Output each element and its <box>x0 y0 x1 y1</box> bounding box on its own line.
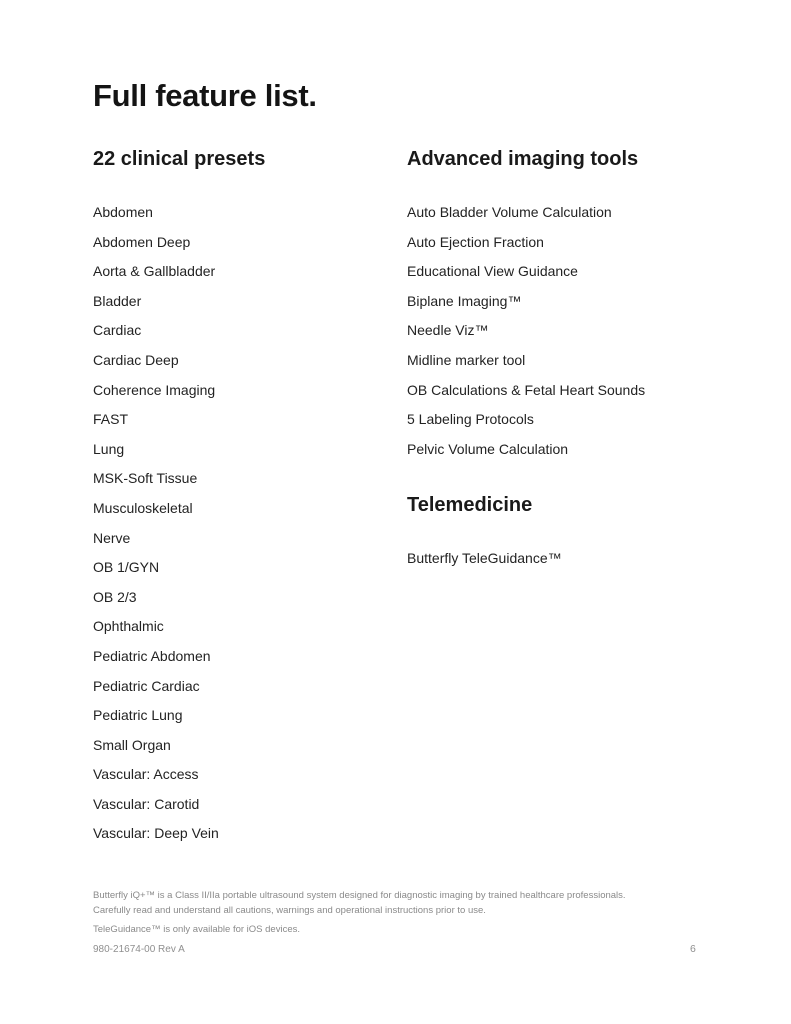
list-item: 5 Labeling Protocols <box>407 411 534 428</box>
telemedicine-list <box>407 544 707 574</box>
page-number: 6 <box>690 943 696 955</box>
list-item: FAST <box>93 411 129 428</box>
list-item: Lung <box>93 440 125 457</box>
list-item: Midline marker tool <box>407 351 526 368</box>
list-item: Pelvic Volume Calculation <box>407 440 569 457</box>
list-item: Biplane Imaging™ <box>407 292 522 309</box>
document-number: 980-21674-00 Rev A <box>93 943 185 955</box>
list-item: OB 1/GYN <box>93 559 160 576</box>
clinical-presets-section <box>93 144 383 849</box>
list-item: Needle Viz™ <box>407 322 489 339</box>
imaging-tools-heading: Advanced imaging tools <box>407 148 639 170</box>
list-item: Small Organ <box>93 736 171 753</box>
list-item: MSK-Soft Tissue <box>93 470 198 487</box>
list-item: OB 2/3 <box>93 588 137 605</box>
list-item: Cardiac <box>93 322 142 339</box>
list-item: Pediatric Cardiac <box>93 677 200 694</box>
list-item: Aorta & Gallbladder <box>93 263 216 280</box>
telemedicine-heading: Telemedicine <box>407 494 533 517</box>
list-item: Bladder <box>93 292 142 309</box>
list-item: Abdomen Deep <box>93 233 191 250</box>
list-item: OB Calculations & Fetal Heart Sounds <box>407 381 646 398</box>
footer-disclaimer: Butterfly iQ+™ is a Class II/IIa portable ultrasound system designed for diagnostic imaging by trained healthcare professionals. Carefully read and understand all cautions, warnings and operational instructions prior to use. <box>93 890 626 916</box>
list-item: Cardiac Deep <box>93 351 179 368</box>
list-item: Abdomen <box>93 204 153 220</box>
list-item: Educational View Guidance <box>407 263 578 280</box>
list-item: Butterfly TeleGuidance™ <box>407 550 562 567</box>
list-item: Pediatric Abdomen <box>93 647 211 664</box>
list-item: Auto Ejection Fraction <box>407 233 544 250</box>
list-item: Nerve <box>93 529 131 546</box>
list-item: Vascular: Carotid <box>93 795 200 812</box>
list-item: Vascular: Deep Vein <box>93 825 219 842</box>
right-column <box>407 144 707 574</box>
list-item: Pediatric Lung <box>93 707 183 724</box>
list-item: Auto Bladder Volume Calculation <box>407 204 612 220</box>
list-item: Coherence Imaging <box>93 381 216 398</box>
clinical-presets-heading: 22 clinical presets <box>93 148 266 170</box>
clinical-presets-list <box>93 198 383 849</box>
footer <box>93 889 703 957</box>
footer-ios-note: TeleGuidance™ is only available for iOS devices. <box>93 924 300 935</box>
imaging-tools-list <box>407 198 707 464</box>
list-item: Vascular: Access <box>93 766 199 783</box>
list-item: Musculoskeletal <box>93 499 193 516</box>
page-title: Full feature list. <box>93 78 317 113</box>
list-item: Ophthalmic <box>93 618 164 635</box>
